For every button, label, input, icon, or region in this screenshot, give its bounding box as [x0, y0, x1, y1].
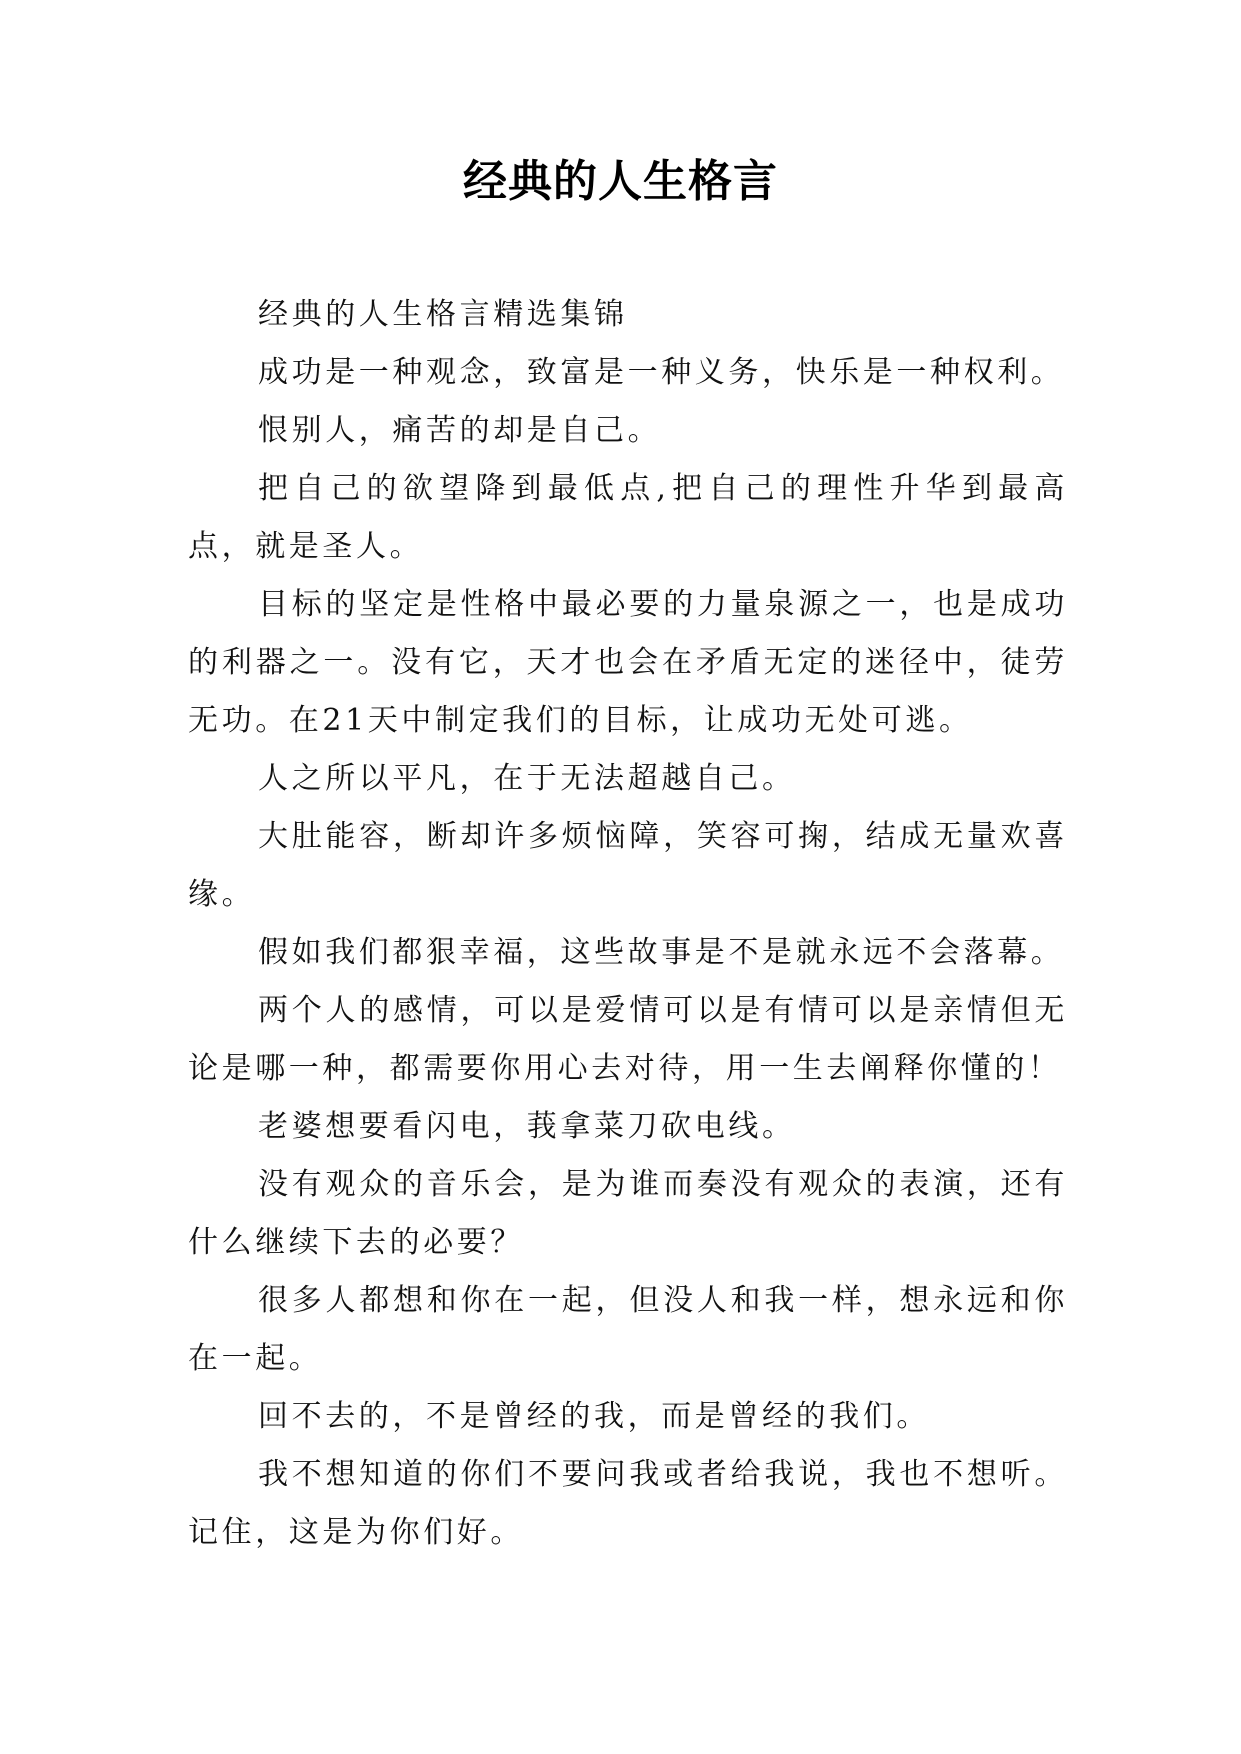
paragraph-heading: 经典的人生格言精选集锦	[258, 297, 628, 332]
paragraph: 假如我们都狠幸福，这些故事是不是就永远不会落幕。	[258, 935, 1065, 970]
paragraph: 把自己的欲望降到最低点,把自己的理性升华到最高点，就是圣人。	[188, 471, 1068, 564]
paragraph: 人之所以平凡，在于无法超越自己。	[258, 761, 796, 796]
paragraph: 没有观众的音乐会，是为谁而奏没有观众的表演，还有什么继续下去的必要？	[188, 1167, 1068, 1260]
paragraph: 恨别人，痛苦的却是自己。	[258, 413, 662, 448]
paragraph: 回不去的，不是曾经的我，而是曾经的我们。	[258, 1399, 930, 1434]
paragraph: 老婆想要看闪电，莪拿菜刀砍电线。	[258, 1109, 796, 1144]
paragraph: 很多人都想和你在一起，但没人和我一样，想永远和你在一起。	[188, 1283, 1068, 1376]
paragraph: 成功是一种观念，致富是一种义务，快乐是一种权利。	[258, 355, 1065, 390]
paragraph: 大肚能容，断却许多烦恼障，笑容可掬，结成无量欢喜缘。	[188, 819, 1068, 912]
paragraph: 目标的坚定是性格中最必要的力量泉源之一，也是成功的利器之一。没有它，天才也会在矛盾无定的迷径中，徒劳无功。在21天中制定我们的目标，让成功无处可逃。	[188, 587, 1068, 738]
document-body	[188, 286, 1068, 1562]
paragraph: 两个人的感情，可以是爱情可以是有情可以是亲情但无论是哪一种，都需要你用心去对待，用一生去阐释你懂的！	[188, 993, 1068, 1086]
paragraph: 我不想知道的你们不要问我或者给我说，我也不想听。记住，这是为你们好。	[188, 1457, 1068, 1550]
document-title: 经典的人生格言	[463, 156, 778, 207]
